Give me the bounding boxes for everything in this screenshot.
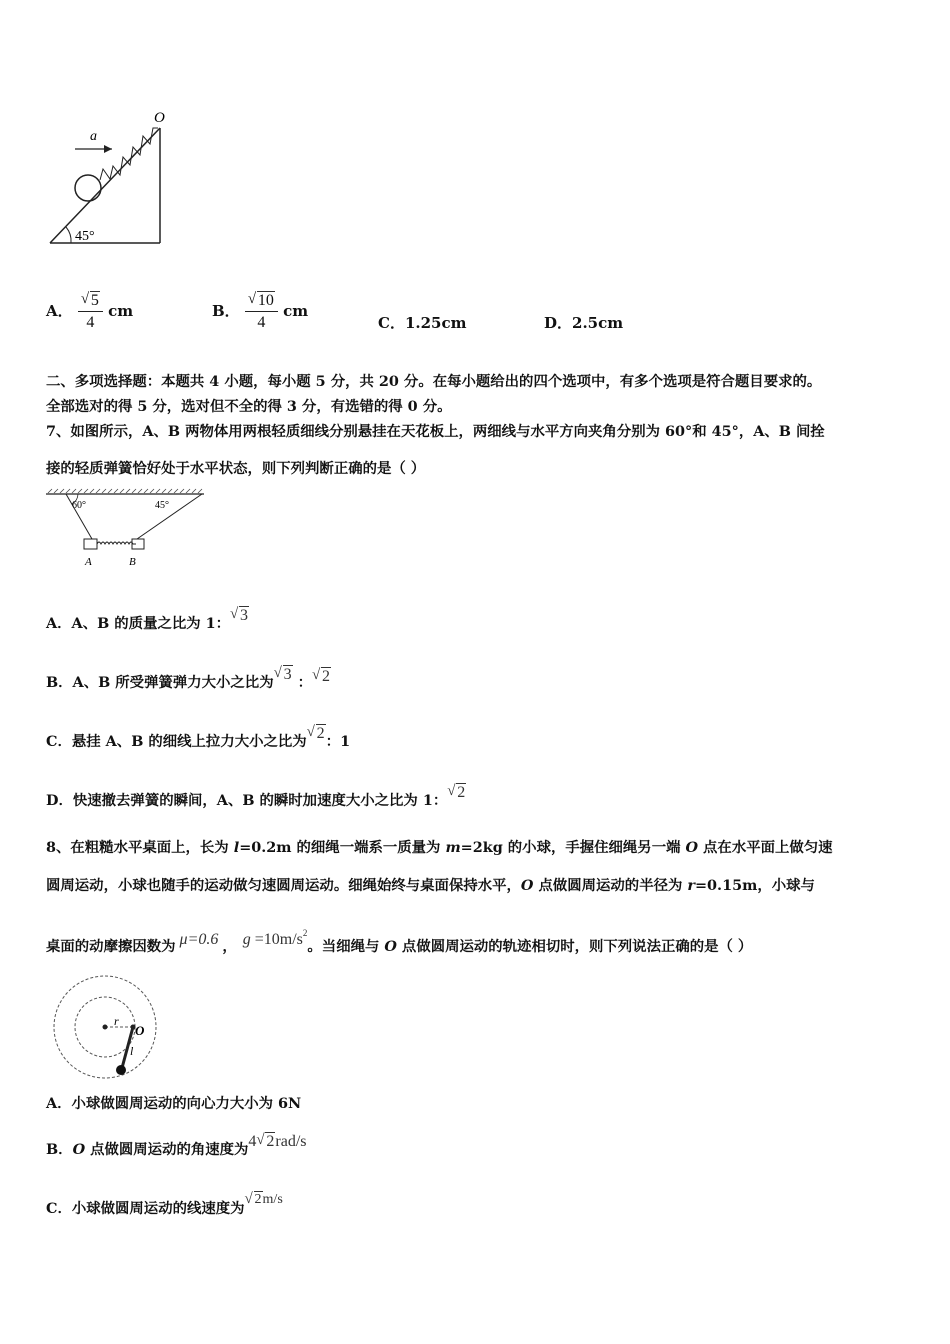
- q8-stem-line1: 8、在粗糙水平桌面上，长为 l=0.2m 的细绳一端系一质量为 m=2kg 的小球，手握住细绳另一端 O 点在水平面上做匀速: [46, 839, 833, 856]
- q8-stem-line3: 桌面的动摩擦因数为 μ=0.6 ， $g =10m/s^2$。当细绳与 O 点做圆周运动的轨迹相切时，则下列说法正确的是（ ）: [46, 928, 753, 955]
- q7-option-c[interactable]: C．悬挂 A、B 的细线上拉力大小之比为 √ 2：1: [46, 724, 351, 750]
- q8-option-c[interactable]: C．小球做圆周运动的线速度为 √ 2m/s: [46, 1191, 283, 1217]
- q6-option-b[interactable]: B． √ 10 4 cm: [212, 291, 309, 331]
- q8-stem-line2: 圆周运动，小球也随手的运动做匀速圆周运动。细绳始终与桌面保持水平，O 点做圆周运动的半径为 r=0.15m，小球与: [46, 877, 815, 894]
- q8-option-b[interactable]: B．O 点做圆周运动的角速度为4 √ 2rad/s: [46, 1132, 307, 1158]
- q7-option-a[interactable]: A．A、B 的质量之比为 1： √ 3: [46, 606, 249, 632]
- hanging-blocks-figure: [44, 488, 209, 570]
- section-heading-line2: 全部选对的得 5 分，选对但不全的得 3 分，有选错的得 0 分。: [46, 398, 452, 415]
- q6-option-a[interactable]: A． √ 5 4 cm: [46, 291, 134, 331]
- angle-label: 45°: [75, 229, 95, 244]
- radius-r-label: r: [114, 1014, 119, 1028]
- accel-label: a: [90, 129, 97, 144]
- block-b-label: B: [129, 556, 136, 568]
- incline-spring-figure: [40, 100, 190, 255]
- q7-option-b[interactable]: B．A、B 所受弹簧弹力大小之比为 √ 3 ： √ 2: [46, 665, 331, 691]
- q7-stem-line1: 7、如图所示，A、B 两物体用两根轻质细线分别悬挂在天花板上，两细线与水平方向夹角分别为 60°和 45°，A、B 间拴: [46, 423, 825, 440]
- q7-option-d[interactable]: D．快速撤去弹簧的瞬间，A、B 的瞬时加速度大小之比为 1： √ 2: [46, 783, 466, 809]
- q7-stem-line2: 接的轻质弹簧恰好处于水平状态，则下列判断正确的是（ ）: [46, 460, 426, 477]
- section-heading-line1: 二、多项选择题：本题共 4 小题，每小题 5 分，共 20 分。在每小题给出的四个选项中，有多个选项是符合题目要求的。: [46, 373, 822, 390]
- rope-l-label: l: [130, 1044, 134, 1058]
- center-o-label: O: [135, 1023, 145, 1038]
- point-o-label: O: [154, 110, 165, 126]
- angle-45-label: 45°: [155, 500, 169, 511]
- q6-option-c[interactable]: C．1.25cm: [378, 314, 467, 332]
- block-a-label: A: [85, 556, 92, 568]
- circular-motion-figure: [50, 975, 165, 1080]
- angle-60-label: 60°: [72, 500, 86, 511]
- q8-option-a[interactable]: A．小球做圆周运动的向心力大小为 6N: [46, 1095, 302, 1112]
- q6-option-d[interactable]: D．2.5cm: [544, 314, 624, 332]
